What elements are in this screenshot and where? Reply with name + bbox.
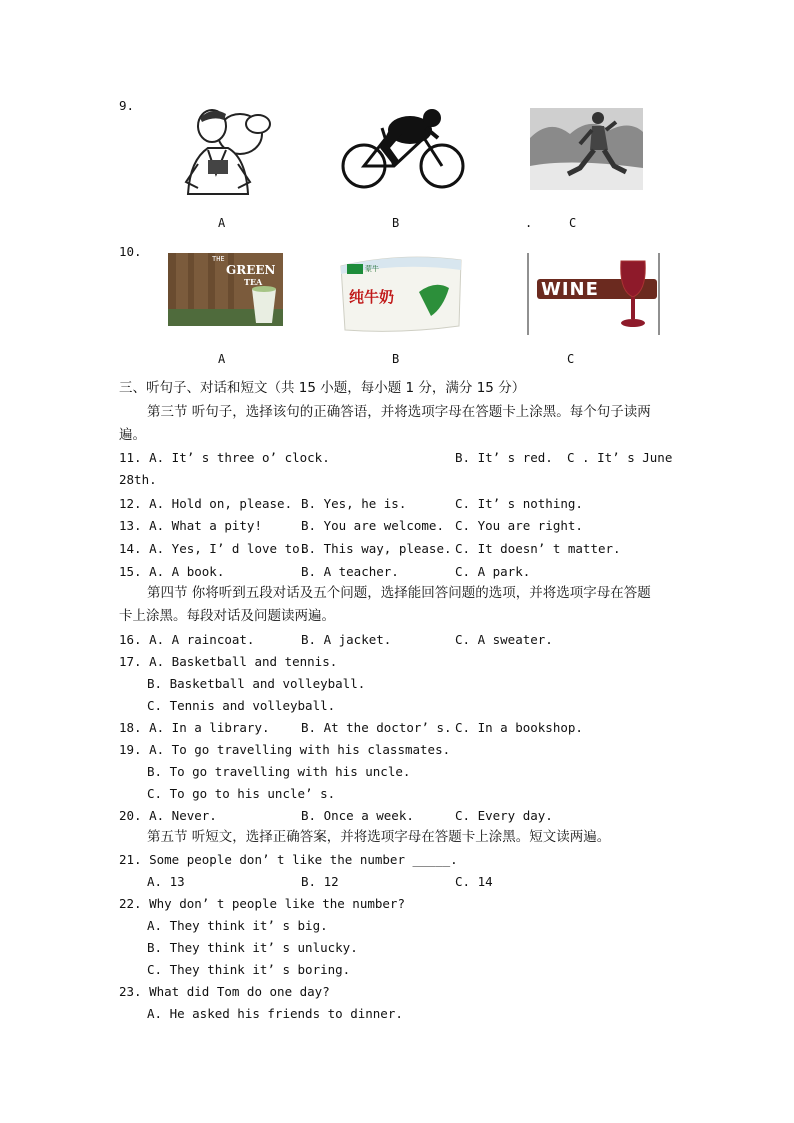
q23-option-a: A. He asked his friends to dinner.	[147, 1006, 403, 1021]
q15-option-b: B. A teacher.	[301, 564, 399, 579]
q9-label-c: C	[569, 216, 577, 230]
q11-option-a: 11. A. It’ s three o’ clock.	[119, 450, 330, 465]
q12-option-c: C. It’ s nothing.	[455, 496, 583, 511]
q14-option-b: B. This way, please.	[301, 541, 452, 556]
q15-option-a: 15. A. A book.	[119, 564, 225, 579]
q16-option-c: C. A sweater.	[455, 632, 553, 647]
q10-label-b: B	[392, 352, 400, 366]
hiker-with-backpack-image	[168, 104, 276, 196]
section3-heading: 三、听句子、对话和短文（共 15 小题，每小题 1 分，满分 15 分）	[119, 380, 526, 396]
part4-instruction-line2: 卡上涂黑。每段对话及问题读两遍。	[119, 608, 335, 624]
q20-option-b: B. Once a week.	[301, 808, 414, 823]
q20-option-a: 20. A. Never.	[119, 808, 217, 823]
tea-green-text: GREEN	[226, 263, 276, 277]
q19-option-a: 19. A. To go travelling with his classmates.	[119, 742, 451, 757]
wine-text: WINE	[541, 279, 599, 300]
q21-option-c: C. 14	[455, 874, 493, 889]
q14-option-c: C. It doesn’ t matter.	[455, 541, 621, 556]
tea-the-text: THE	[212, 255, 225, 263]
q10-label-a: A	[218, 352, 226, 366]
q9-number: 9.	[119, 98, 135, 113]
q13-option-b: B. You are welcome.	[301, 518, 444, 533]
q13-option-c: C. You are right.	[455, 518, 583, 533]
q9-label-b: B	[392, 216, 400, 230]
q18-option-b: B. At the doctor’ s.	[301, 720, 452, 735]
q12-option-b: B. Yes, he is.	[301, 496, 407, 511]
q23-stem: 23. What did Tom do one day?	[119, 984, 330, 999]
q15-option-c: C. A park.	[455, 564, 531, 579]
q10-label-c: C	[567, 352, 575, 366]
q12-option-a: 12. A. Hold on, please.	[119, 496, 293, 511]
q17-option-c: C. Tennis and volleyball.	[147, 698, 336, 713]
part5-instruction: 第五节 听短文，选择正确答案，并将选项字母在答题卡上涂黑。短文读两遍。	[147, 829, 611, 845]
runner-photo-image	[530, 108, 643, 190]
green-tea-image	[168, 253, 283, 326]
q18-option-a: 18. A. In a library.	[119, 720, 270, 735]
q16-option-b: B. A jacket.	[301, 632, 392, 647]
q19-option-b: B. To go travelling with his uncle.	[147, 764, 411, 779]
q19-option-c: C. To go to his uncle’ s.	[147, 786, 336, 801]
q9-label-a: A	[218, 216, 226, 230]
q11-option-c-cont: 28th.	[119, 472, 157, 487]
milk-brand-text: 蒙牛	[365, 265, 379, 273]
part3-instruction-line2: 遍。	[119, 427, 146, 443]
q22-option-b: B. They think it’ s unlucky.	[147, 940, 358, 955]
q22-option-a: A. They think it’ s big.	[147, 918, 328, 933]
q21-option-b: B. 12	[301, 874, 339, 889]
q21-stem: 21. Some people don’ t like the number _____.	[119, 852, 458, 867]
q22-stem: 22. Why don’ t people like the number?	[119, 896, 405, 911]
q16-option-a: 16. A. A raincoat.	[119, 632, 255, 647]
q18-option-c: C. In a bookshop.	[455, 720, 583, 735]
q11-option-b: B. It’ s red.	[455, 450, 553, 465]
q17-option-a: 17. A. Basketball and tennis.	[119, 654, 338, 669]
q10-number: 10.	[119, 244, 142, 259]
q22-option-c: C. They think it’ s boring.	[147, 962, 351, 977]
q13-option-a: 13. A. What a pity!	[119, 518, 262, 533]
q14-option-a: 14. A. Yes, I’ d love to.	[119, 541, 308, 556]
q11-option-c: C . It’ s June	[567, 450, 673, 465]
q9-dot: .	[525, 216, 533, 230]
wine-image	[527, 253, 661, 335]
tea-tea-text: TEA	[244, 277, 263, 287]
milk-bag-image	[339, 252, 464, 334]
milk-title-text: 纯牛奶	[349, 288, 395, 306]
q17-option-b: B. Basketball and volleyball.	[147, 676, 366, 691]
q20-option-c: C. Every day.	[455, 808, 553, 823]
part4-instruction-line1: 第四节 你将听到五段对话及五个问题，选择能回答问题的选项，并将选项字母在答题	[147, 585, 651, 601]
part3-instruction-line1: 第三节 听句子，选择该句的正确答语，并将选项字母在答题卡上涂黑。每个句子读两	[147, 404, 651, 420]
cyclist-silhouette-image	[340, 104, 466, 190]
q21-option-a: A. 13	[147, 874, 185, 889]
